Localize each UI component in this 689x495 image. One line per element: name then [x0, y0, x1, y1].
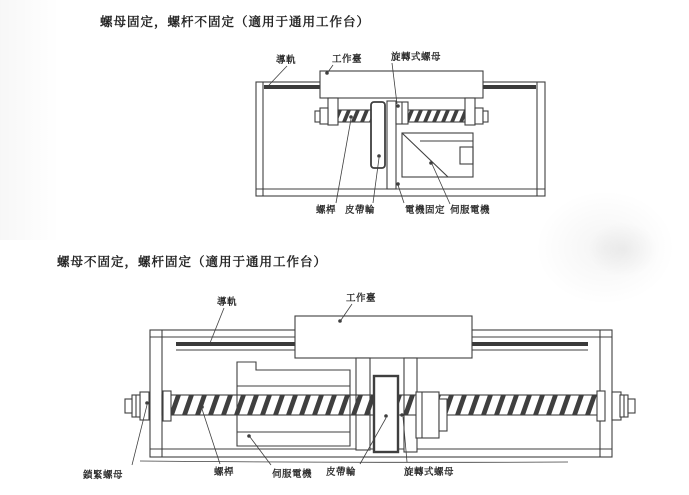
servo-motor: [402, 133, 473, 177]
diagram-screw-fixed: [82, 292, 635, 481]
label-lock-nut: 鎖緊螺母: [83, 470, 124, 481]
diagram-nut-fixed: [256, 51, 545, 216]
label-screw: 螺桿: [316, 205, 337, 216]
support-bracket-right: [465, 98, 488, 125]
machine-frame: [256, 82, 545, 196]
support-bracket-left: [315, 98, 338, 125]
lock-nut-right: [612, 392, 635, 420]
rotary-nut: [416, 392, 447, 438]
label-worktable: 工作臺: [332, 54, 363, 65]
section-title-screw-fixed: 螺母不固定，螺杆固定（適用于通用工作台）: [57, 255, 328, 269]
label-guide-rail: 導軌: [276, 55, 297, 66]
label-motor-mount: 電機固定: [405, 205, 446, 216]
section-title-nut-fixed: 螺母固定，螺杆不固定（適用于通用工作台）: [100, 15, 371, 29]
lock-nut-left: [125, 392, 149, 420]
label-rotary-nut: 旋轉式螺母: [404, 467, 455, 478]
label-guide-rail: 導軌: [217, 297, 238, 308]
label-servo-motor: 伺服電機: [272, 469, 313, 480]
motor-mount-plate: [387, 101, 396, 189]
label-belt-pulley: 皮帶輪: [326, 467, 357, 478]
bearing-plate-right: [597, 391, 605, 421]
label-servo-motor: 伺服電機: [450, 205, 491, 216]
label-screw: 螺桿: [214, 467, 235, 478]
bearing-plate-left: [163, 391, 171, 421]
worktable: [320, 71, 483, 98]
ground-line: [140, 461, 568, 462]
label-belt-pulley: 皮帶輪: [345, 205, 376, 216]
belt-pulley: [371, 102, 385, 168]
label-worktable: 工作臺: [346, 293, 377, 304]
worktable: [295, 316, 472, 358]
belt-pulley: [374, 376, 398, 452]
label-rotary-nut: 旋轉式螺母: [391, 52, 442, 63]
